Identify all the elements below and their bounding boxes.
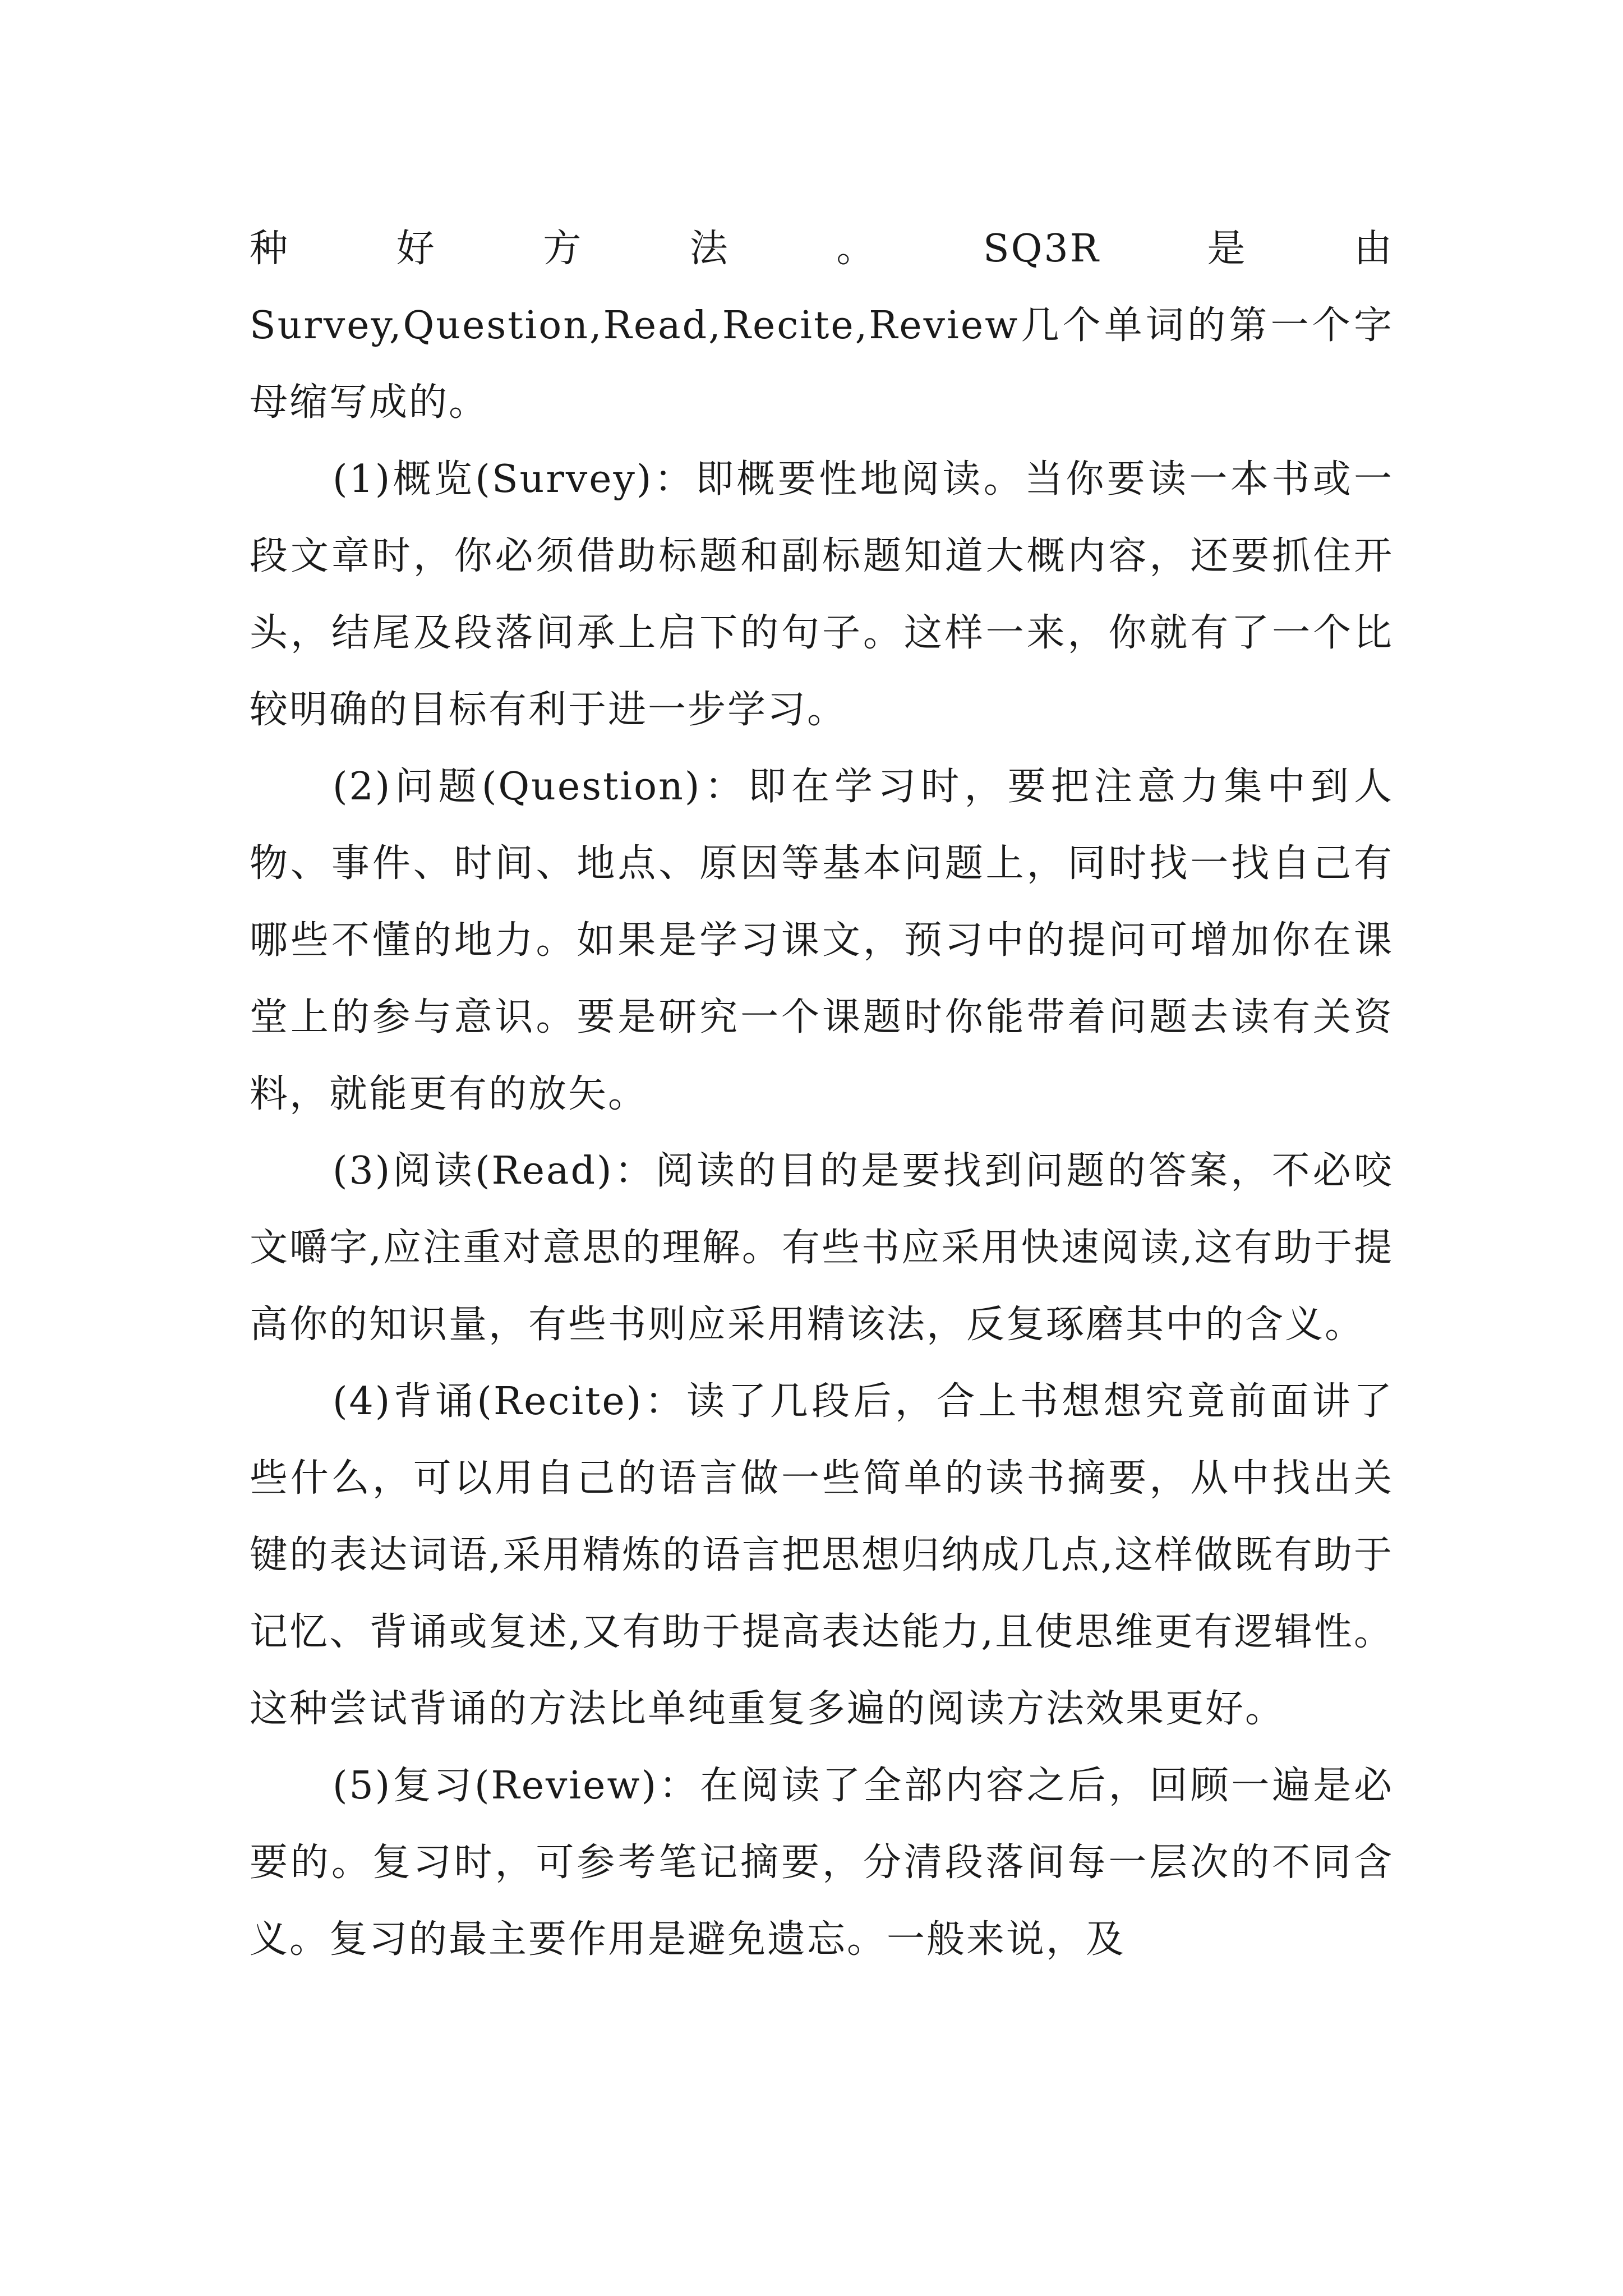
paragraph-recite: (4)背诵(Recite)：读了几段后，合上书想想究竟前面讲了些什么，可以用自己的语言做一些简单的读书摘要，从中找出关键的表达词语,采用精炼的语言把思想归纳成几点,这样做既有助于记忆、背诵或复述,又有助于提高表达能力,且使思维更有逻辑性。这种尝试背诵的方法比单纯重复多遍的阅读方法效果更好。	[250, 1379, 1394, 1731]
body-text	[250, 210, 1394, 1978]
paragraph-read: (3)阅读(Read)：阅读的目的是要找到问题的答案，不必咬文嚼字,应注重对意思的理解。有些书应采用快速阅读,这有助于提高你的知识量，有些书则应采用精该法，反复琢磨其中的含义。	[250, 1149, 1394, 1347]
paragraph-intro: 种好方法。SQ3R是由Survey,Question,Read,Recite,Review几个单词的第一个字母缩写成的。	[250, 227, 1394, 425]
paragraph-review: (5)复习(Review)：在阅读了全部内容之后，回顾一遍是必要的。复习时，可参考笔记摘要，分清段落间每一层次的不同含义。复习的最主要作用是避免遗忘。一般来说，及	[250, 1764, 1394, 1962]
paragraph-survey: (1)概览(Survey)：即概要性地阅读。当你要读一本书或一段文章时，你必须借助标题和副标题知道大概内容，还要抓住开头，结尾及段落间承上启下的句子。这样一来，你就有了一个比较明确的目标有利于进一步学习。	[250, 457, 1394, 732]
paragraph-question: (2)问题(Question)：即在学习时，要把注意力集中到人物、事件、时间、地点、原因等基本问题上，同时找一找自己有哪些不懂的地力。如果是学习课文，预习中的提问可增加你在课堂上的参与意识。要是研究一个课题时你能带着问题去读有关资料，就能更有的放矢。	[250, 765, 1394, 1116]
